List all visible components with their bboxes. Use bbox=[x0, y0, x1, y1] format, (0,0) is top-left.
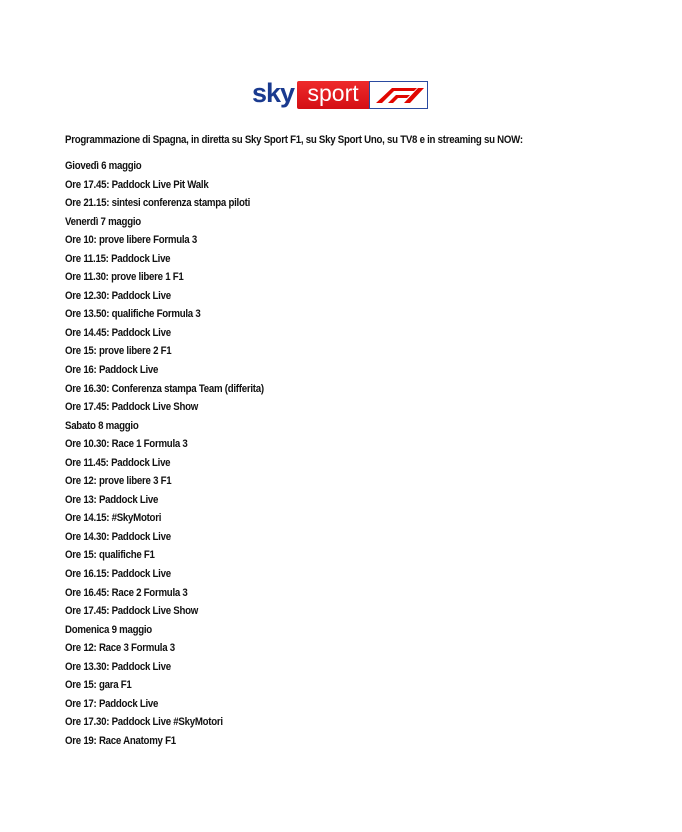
schedule-item: Ore 12.30: Paddock Live bbox=[65, 289, 171, 302]
schedule-item: Ore 16.15: Paddock Live bbox=[65, 568, 171, 581]
schedule-item: Ore 14.15: #SkyMotori bbox=[65, 512, 162, 525]
day-heading: Giovedì 6 maggio bbox=[65, 160, 142, 172]
schedule-item: Ore 10.30: Race 1 Formula 3 bbox=[65, 438, 188, 451]
schedule-item: Ore 13.50: qualifiche Formula 3 bbox=[65, 308, 201, 321]
schedule-item: Ore 11.30: prove libere 1 F1 bbox=[65, 271, 184, 284]
day-heading: Sabato 8 maggio bbox=[65, 419, 139, 432]
schedule-item: Ore 21.15: sintesi conferenza stampa piloti bbox=[65, 197, 251, 210]
schedule-item: Ore 16.45: Race 2 Formula 3 bbox=[65, 586, 188, 599]
schedule-item: Ore 12: Race 3 Formula 3 bbox=[65, 642, 175, 655]
logo-sport-text: sport bbox=[307, 80, 359, 106]
schedule-item: Ore 11.45: Paddock Live bbox=[65, 456, 171, 469]
day-heading: Venerdì 7 maggio bbox=[65, 215, 141, 228]
schedule-item: Ore 16: Paddock Live bbox=[65, 364, 159, 377]
f1-logo-box bbox=[369, 81, 428, 109]
schedule-item: Ore 17.45: Paddock Live Show bbox=[65, 401, 199, 414]
sky-sport-f1-logo bbox=[252, 80, 428, 110]
schedule-item: Ore 19: Race Anatomy F1 bbox=[65, 734, 176, 747]
schedule-item: Ore 12: prove libere 3 F1 bbox=[65, 475, 172, 488]
schedule-item: Ore 16.30: Conferenza stampa Team (differita) bbox=[65, 382, 264, 395]
schedule-item: Ore 14.45: Paddock Live bbox=[65, 326, 171, 339]
logo-sport-box bbox=[297, 81, 369, 109]
f1-logo-icon bbox=[374, 87, 424, 103]
schedule-item: Ore 17.45: Paddock Live Show bbox=[65, 605, 199, 618]
schedule-item: Ore 10: prove libere Formula 3 bbox=[65, 234, 197, 247]
schedule-document bbox=[65, 131, 523, 751]
schedule-item: Ore 13: Paddock Live bbox=[65, 493, 159, 506]
schedule-item: Ore 17.30: Paddock Live #SkyMotori bbox=[65, 716, 223, 729]
schedule-item: Ore 17: Paddock Live bbox=[65, 697, 159, 710]
schedule-item: Ore 15: prove libere 2 F1 bbox=[65, 345, 172, 358]
schedule-item: Ore 17.45: Paddock Live Pit Walk bbox=[65, 178, 209, 191]
intro-text: Programmazione di Spagna, in diretta su Sky Sport F1, su Sky Sport Uno, su TV8 e in streaming su NOW: bbox=[65, 134, 523, 146]
logo-sky-text: sky bbox=[252, 78, 295, 108]
schedule-item: Ore 13.30: Paddock Live bbox=[65, 660, 171, 673]
schedule-item: Ore 14.30: Paddock Live bbox=[65, 530, 171, 543]
day-heading: Domenica 9 maggio bbox=[65, 623, 152, 636]
schedule-item: Ore 11.15: Paddock Live bbox=[65, 252, 171, 265]
schedule-item: Ore 15: qualifiche F1 bbox=[65, 549, 155, 562]
schedule-item: Ore 15: gara F1 bbox=[65, 679, 132, 692]
